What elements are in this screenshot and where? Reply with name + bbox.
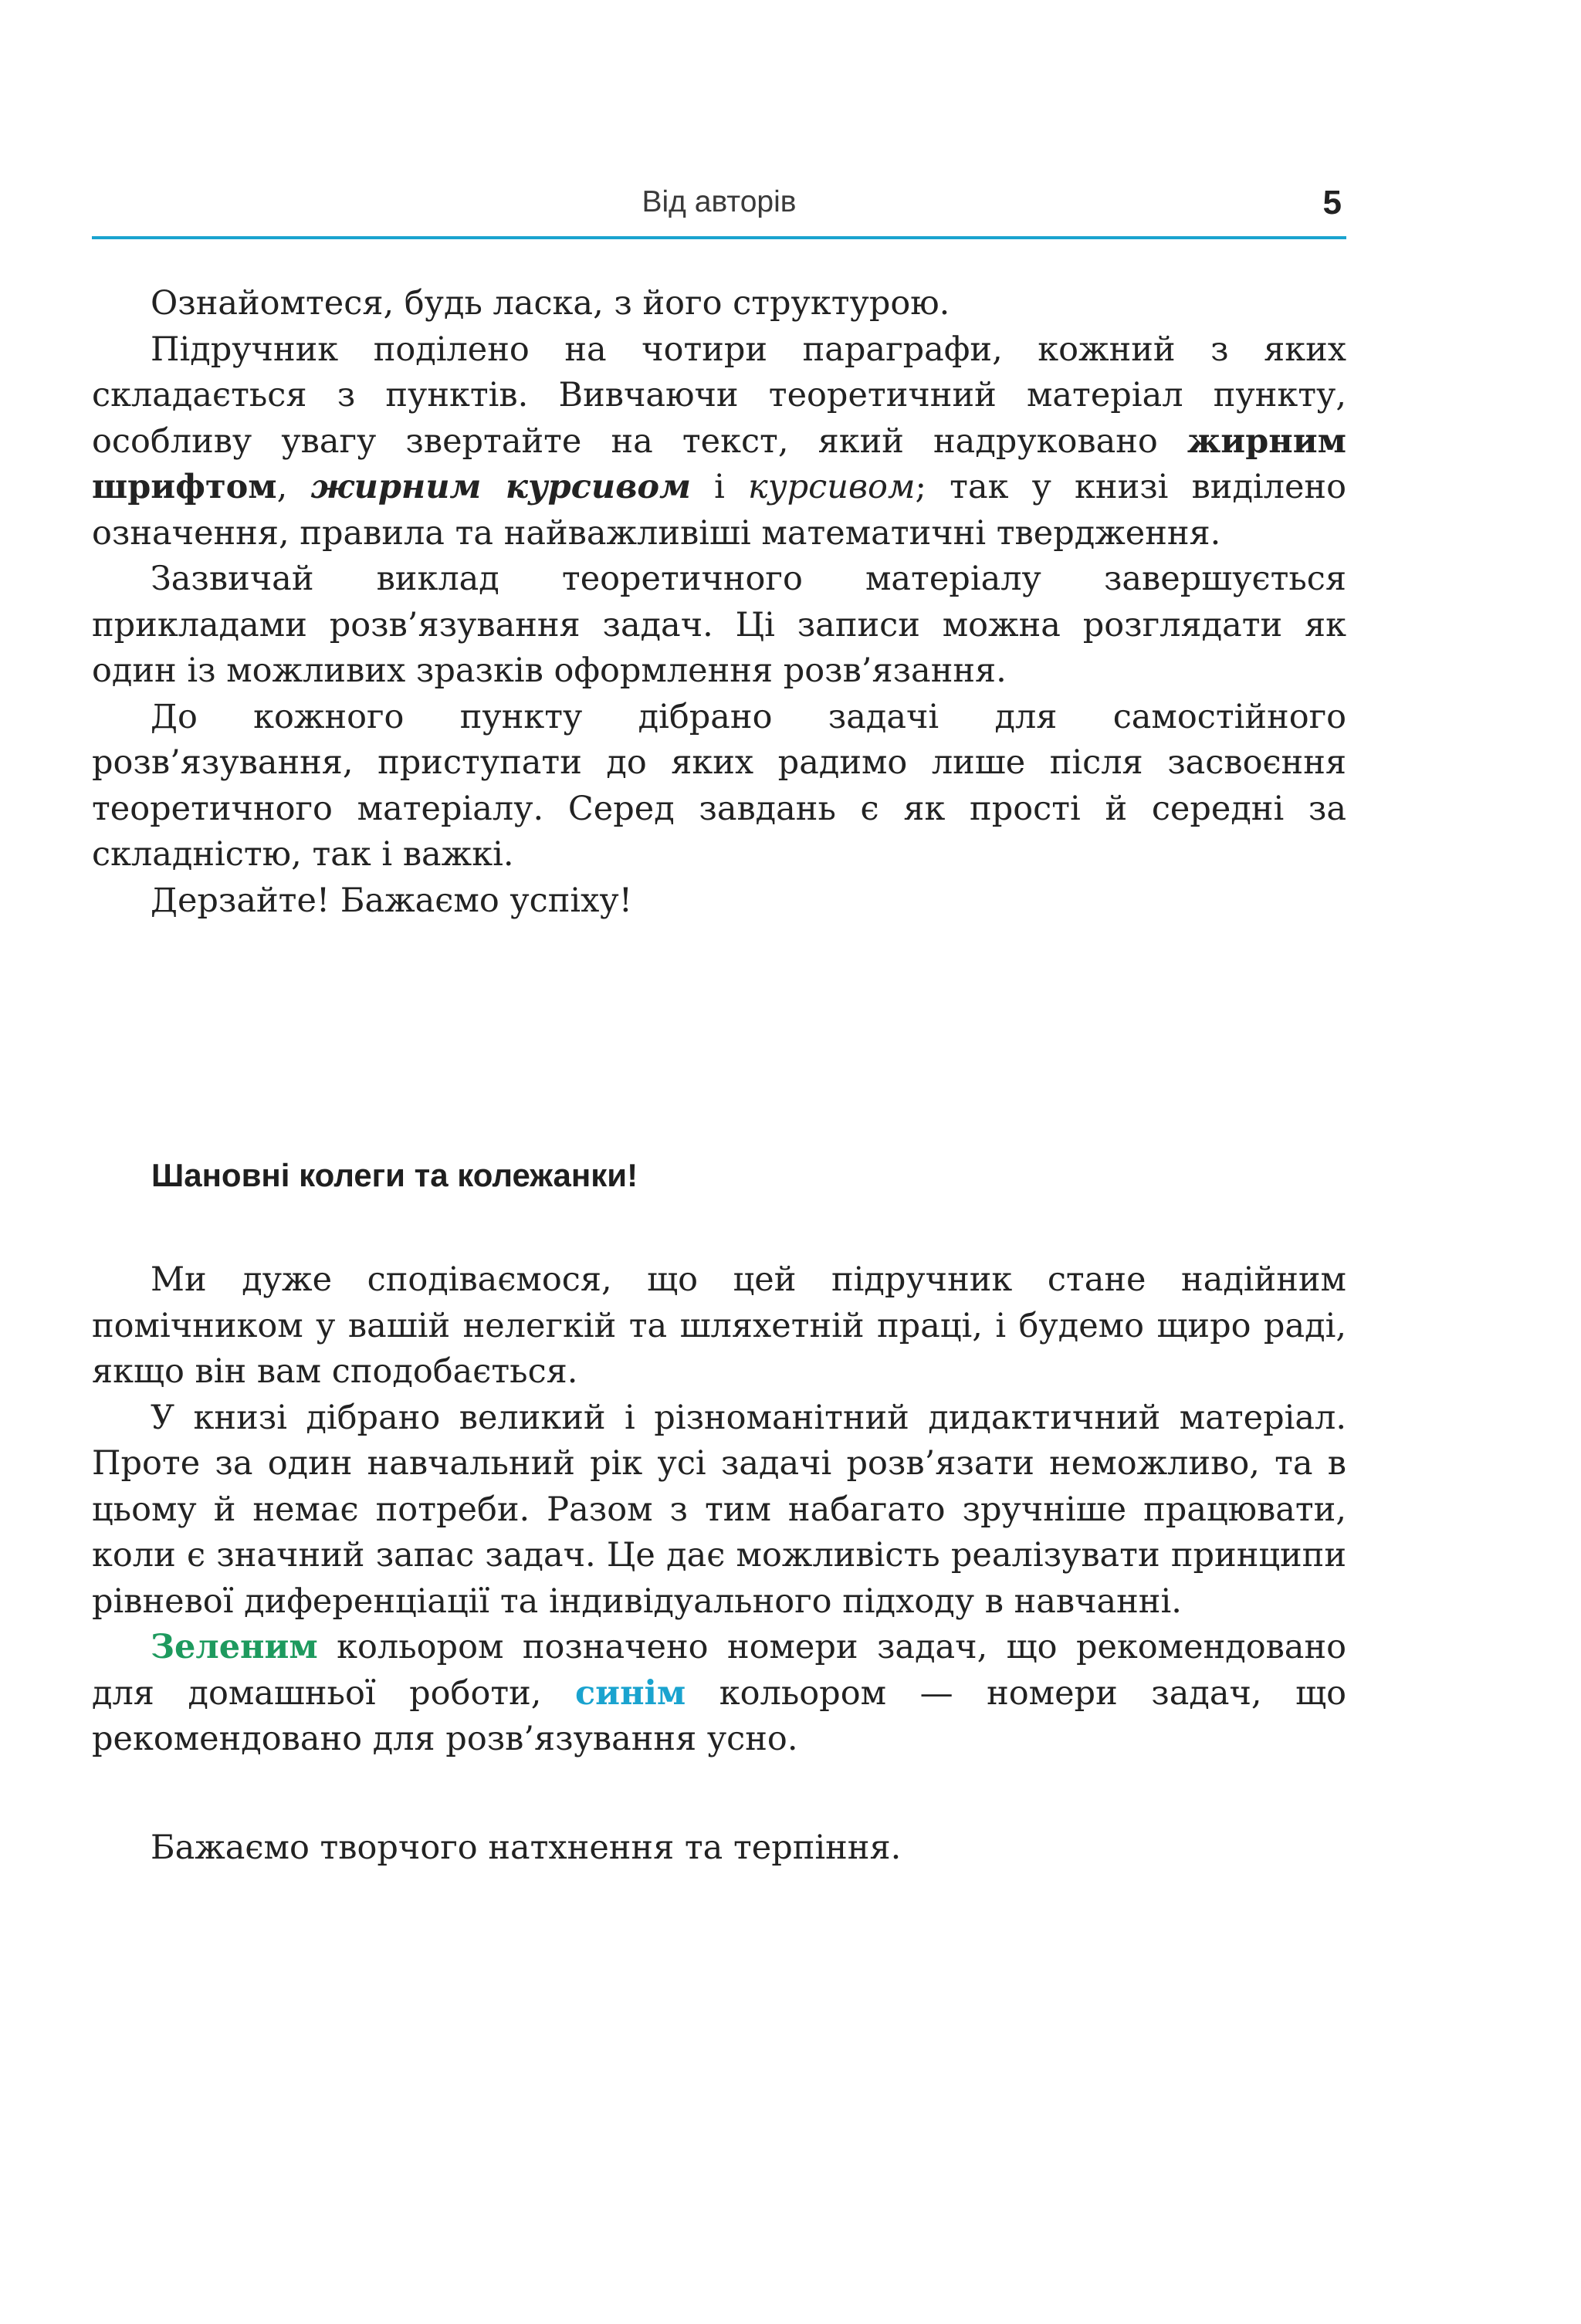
intro-paragraph-2 xyxy=(92,327,1346,557)
bold-italic-example: жирним курсивом xyxy=(310,468,691,506)
colleagues-paragraph-3-text-2: кольором — номери задач, що рекомендовано для розв’язування усно. xyxy=(92,1673,1346,1758)
blue-color-label: синім xyxy=(575,1673,686,1713)
intro-paragraph-2-text-1: Підручник поділено на чотири параграфи, кожний з яких складається з пунктів. Вивчаючи теоретичний матеріал пункту, особливу увагу звертайте на текст, який надруковано xyxy=(92,330,1346,461)
green-color-label: Зеленим xyxy=(151,1628,318,1666)
colleagues-section xyxy=(92,1257,1346,1763)
closing-section xyxy=(92,1825,1346,1872)
intro-paragraph-2-text-4: ; так у книзі виділено означення, правила та найважливіші математичні твердження. xyxy=(92,468,1346,553)
header-divider xyxy=(92,236,1346,239)
italic-example: курсивом xyxy=(748,468,916,506)
running-header-title: Від авторів xyxy=(642,185,797,218)
running-header xyxy=(92,176,1346,239)
intro-paragraph-1: Ознайомтеся, будь ласка, з його структурою. xyxy=(151,284,950,323)
colleagues-paragraph-3 xyxy=(92,1625,1346,1763)
intro-paragraph-2-text-2: , xyxy=(276,468,311,506)
colleagues-paragraph-1: Ми дуже сподіваємося, що цей підручник стане надійним помічником у вашій нелегкій та шляхетній праці, і будемо щиро раді, якщо він вам сподобається. xyxy=(92,1260,1346,1391)
page-number: 5 xyxy=(1322,184,1342,222)
colleagues-paragraph-3-text-1: кольором позначено номери задач, що рекомендовано для домашньої роботи, xyxy=(92,1628,1346,1713)
intro-paragraph-4: До кожного пункту дібрано задачі для самостійного розв’язування, приступати до яких радимо лише після засвоєння теоретичного матеріалу. Серед завдань є як прості й середні за складністю, так і важкі. xyxy=(92,697,1346,874)
intro-section xyxy=(92,281,1346,924)
colleagues-paragraph-2: У книзі дібрано великий і різноманітний дидактичний матеріал. Проте за один навчальний рік усі задачі розв’язати неможливо, та в цьому й немає потреби. Разом з тим набагато зручніше працювати, коли є значний запас задач. Це дає можливість реалізувати принципи рівневої диференціації та індивідуального підходу в навчанні. xyxy=(92,1398,1346,1621)
bold-font-example: жирним шрифтом xyxy=(92,421,1346,506)
intro-paragraph-3: Зазвичай виклад теоретичного матеріалу завершується прикладами розв’язування задач. Ці записи можна розглядати як один із можливих зразків оформлення розв’язання. xyxy=(92,560,1346,690)
intro-paragraph-5: Дерзайте! Бажаємо успіху! xyxy=(151,881,633,920)
colleagues-heading: Шановні колеги та колежанки! xyxy=(151,1157,638,1193)
intro-paragraph-2-text-3: і xyxy=(691,468,749,506)
closing-paragraph: Бажаємо творчого натхнення та терпіння. xyxy=(151,1828,902,1867)
